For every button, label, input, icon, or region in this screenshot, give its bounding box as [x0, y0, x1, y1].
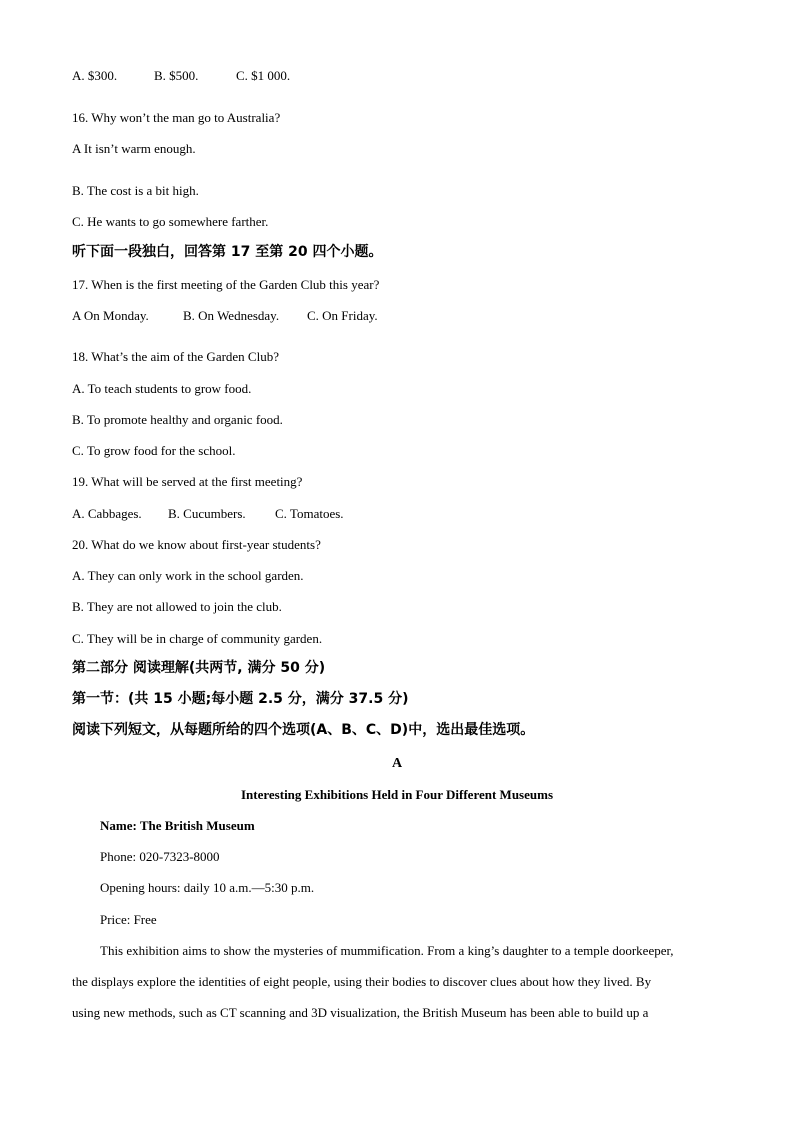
q17-option-c: C. On Friday. [307, 308, 378, 323]
museum-phone: Phone: 020-7323-8000 [100, 849, 220, 864]
museum-paragraph-line-2: the displays explore the identities of eight people, using their bodies to discover clues about how they lived. By [72, 974, 652, 989]
q20-option-b: B. They are not allowed to join the club. [72, 599, 282, 614]
q15-option-b: B. $500. [154, 68, 199, 83]
museum-paragraph-line-3: using new methods, such as CT scanning and 3D visualization, the British Museum has been able to build up a [72, 1005, 649, 1020]
q17-options [72, 308, 378, 324]
q18-option-a: A. To teach students to grow food. [72, 381, 252, 396]
q15-option-c: C. $1 000. [236, 68, 291, 83]
passage-letter: A [391, 756, 403, 771]
q19-option-c: C. Tomatoes. [275, 506, 344, 521]
museum-price: Price: Free [100, 912, 157, 927]
passage-title: Interesting Exhibitions Held in Four Different Museums [240, 787, 554, 802]
q16-stem: 16. Why won’t the man go to Australia? [72, 110, 281, 125]
q19-options [72, 506, 344, 522]
part2-title: 第二部分 阅读理解(共两节, 满分 50 分) [72, 660, 326, 676]
q16-option-a: A It isn’t warm enough. [72, 141, 196, 156]
q19-option-b: B. Cucumbers. [168, 506, 246, 521]
q15-options [72, 68, 290, 84]
q15-option-a: A. $300. [72, 68, 118, 83]
q19-option-a: A. Cabbages. [72, 506, 142, 521]
section-heading-17-20: 听下面一段独白，回答第 17 至第 20 四个小题。 [72, 244, 383, 260]
q20-option-c: C. They will be in charge of community garden. [72, 631, 323, 646]
q18-stem: 18. What’s the aim of the Garden Club? [72, 349, 279, 364]
museum-paragraph-line-1: This exhibition aims to show the mysteries of mummification. From a king’s daughter to a temple doorkeeper, [100, 943, 674, 958]
q18-option-b: B. To promote healthy and organic food. [72, 412, 283, 427]
q19-stem: 19. What will be served at the first meeting? [72, 474, 303, 489]
q17-option-a: A On Monday. [72, 308, 149, 323]
part2-section1: 第一节：(共 15 小题;每小题 2.5 分，满分 37.5 分) [72, 691, 409, 707]
q17-option-b: B. On Wednesday. [183, 308, 280, 323]
q20-stem: 20. What do we know about first-year students? [72, 537, 321, 552]
q17-stem: 17. When is the first meeting of the Garden Club this year? [72, 277, 380, 292]
museum-hours: Opening hours: daily 10 a.m.—5:30 p.m. [100, 880, 315, 895]
q16-option-b: B. The cost is a bit high. [72, 183, 199, 198]
q20-option-a: A. They can only work in the school garden. [72, 568, 304, 583]
q16-option-c: C. He wants to go somewhere farther. [72, 214, 269, 229]
q18-option-c: C. To grow food for the school. [72, 443, 236, 458]
part2-instructions: 阅读下列短文，从每题所给的四个选项(A、B、C、D)中，选出最佳选项。 [72, 722, 535, 738]
museum-name: Name: The British Museum [100, 818, 255, 833]
